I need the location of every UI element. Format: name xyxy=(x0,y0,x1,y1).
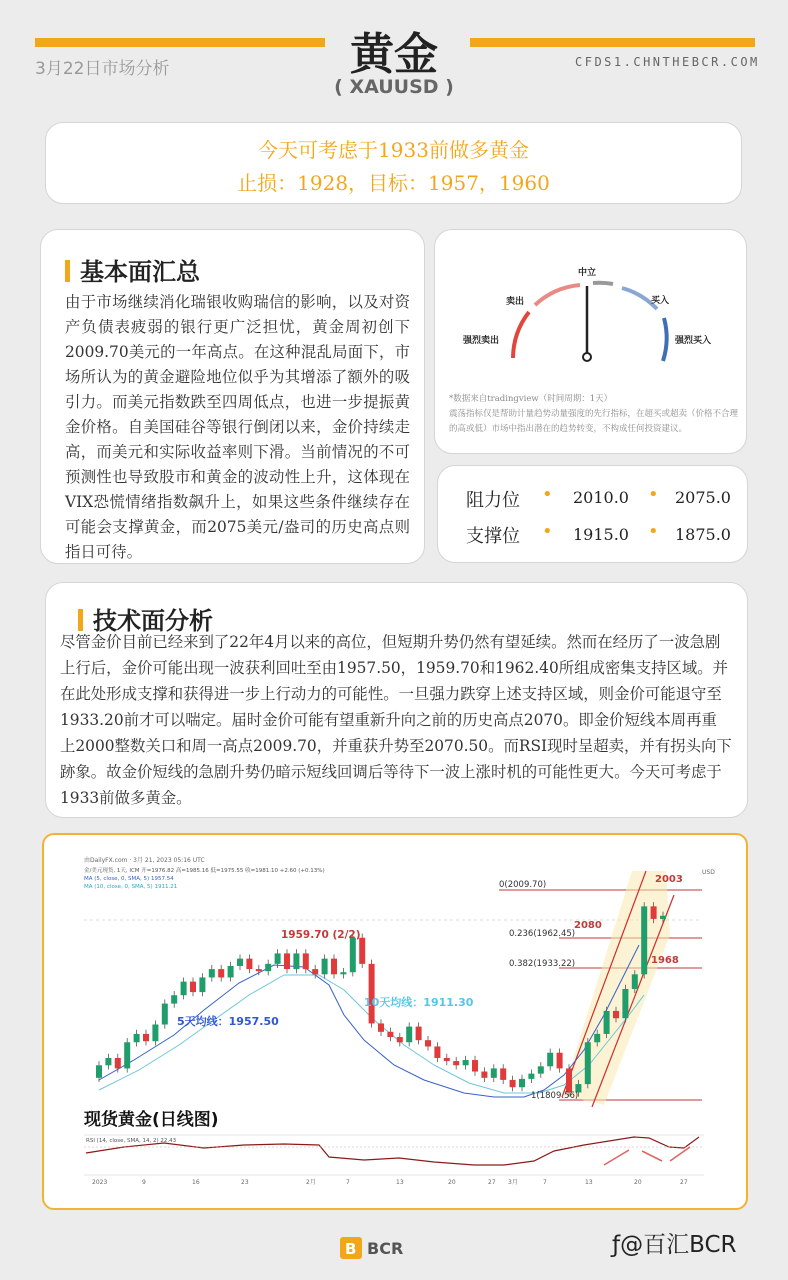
bullet-dot: • xyxy=(542,484,553,505)
chart-legend-ma10: MA (10, close, 0, SMA, 5) 1911.21 xyxy=(84,884,178,890)
candle-body xyxy=(538,1066,544,1073)
candle-body xyxy=(434,1046,440,1058)
annotation-fib-236: 0.236(1962.45) xyxy=(509,929,576,939)
annotation-ma10: 10天均线：1911.30 xyxy=(364,996,474,1009)
annotation-fib-1: 1(1809.56) xyxy=(531,1091,579,1101)
x-tick-label: 9 xyxy=(142,1179,146,1186)
bullet-dot: • xyxy=(542,521,553,542)
svg-text:B: B xyxy=(345,1240,357,1258)
candle-body xyxy=(444,1058,450,1061)
candle-body xyxy=(425,1040,431,1046)
x-tick-label: 27 xyxy=(488,1179,496,1186)
candle-body xyxy=(303,953,309,969)
candle-body xyxy=(96,1065,102,1078)
x-tick-label: 2023 xyxy=(92,1179,108,1186)
candle-body xyxy=(641,906,647,974)
candle-body xyxy=(312,969,318,974)
gauge-note-source: *数据来自tradingview（时间周期：1天） xyxy=(449,394,613,404)
candle-body xyxy=(322,959,328,975)
x-tick-label: 13 xyxy=(396,1179,404,1186)
sentiment-gauge xyxy=(435,230,748,390)
x-tick-label: 27 xyxy=(680,1179,688,1186)
candle-body xyxy=(284,953,290,969)
site-url[interactable]: CFDS1.CHNTHEBCR.COM xyxy=(575,55,760,69)
recommendation-line-1: 今天可考虑于1933前做多黄金 xyxy=(258,138,529,162)
x-tick-label: 7 xyxy=(543,1179,547,1186)
candle-body xyxy=(359,938,365,964)
heading-marker xyxy=(65,260,70,282)
candle-body xyxy=(152,1025,158,1042)
gauge-label-strong-sell: 强烈卖出 xyxy=(462,336,500,346)
candle-body xyxy=(453,1061,459,1065)
currency-label: USD xyxy=(702,869,715,876)
bcr-logo xyxy=(340,1234,450,1268)
candle-body xyxy=(350,938,356,973)
chart-source: 由DailyFX.com · 3月 21, 2023 05:16 UTC xyxy=(84,857,205,864)
candle-body xyxy=(510,1080,516,1087)
candle-body xyxy=(228,966,234,978)
resistance-value-1: 2010.0 xyxy=(573,488,629,507)
heading-marker xyxy=(78,609,83,631)
candle-body xyxy=(491,1068,497,1077)
date-label: 3月22日市场分析 xyxy=(35,59,170,79)
fundamental-card xyxy=(40,229,425,564)
gauge-pivot xyxy=(583,353,591,361)
chart-legend-ma5: MA (5, close, 0, SMA, 5) 1957.54 xyxy=(84,876,174,882)
candle-body xyxy=(124,1042,130,1068)
resistance-value-2: 2075.0 xyxy=(675,488,731,507)
svg-text:BCR: BCR xyxy=(367,1239,404,1258)
candle-body xyxy=(547,1053,553,1067)
candle-body xyxy=(237,959,243,966)
candle-body xyxy=(331,959,337,975)
candle-body xyxy=(472,1060,478,1072)
page-subtitle: ( XAUUSD ) xyxy=(334,76,454,98)
gauge-arc-strong-sell xyxy=(513,312,529,358)
gauge-arc-sell xyxy=(535,285,580,305)
candle-body xyxy=(162,1004,168,1025)
annotation-2080: 2080 xyxy=(574,920,602,931)
candle-body xyxy=(256,969,262,971)
support-label: 支撑位 xyxy=(466,526,520,547)
candle-body xyxy=(632,974,638,989)
candle-body xyxy=(275,953,281,963)
weibo-icon: ƒ xyxy=(612,1232,621,1258)
candle-body xyxy=(105,1058,111,1065)
candle-body xyxy=(293,953,299,969)
candle-body xyxy=(387,1032,393,1037)
gauge-note xyxy=(449,392,739,437)
bullet-dot: • xyxy=(648,521,659,542)
annotation-fib-0: 0(2009.70) xyxy=(499,880,547,890)
x-tick-label: 20 xyxy=(448,1179,456,1186)
annotation-ma5: 5天均线：1957.50 xyxy=(177,1015,279,1028)
recommendation-line-2: 止损：1928，目标：1957，1960 xyxy=(237,171,550,195)
gauge-label-neutral: 中立 xyxy=(577,268,597,278)
candle-body xyxy=(265,964,271,971)
candle-body xyxy=(397,1037,403,1042)
rsi-label: RSI (14, close, SMA, 14, 2) 22.43 xyxy=(86,1138,177,1144)
candle-body xyxy=(143,1034,149,1041)
levels-card xyxy=(437,465,748,563)
x-tick-label: 20 xyxy=(634,1179,642,1186)
gauge-label-sell: 卖出 xyxy=(505,297,525,307)
arrow-up-icon xyxy=(670,1147,690,1161)
watermark: ƒ@百汇BCR xyxy=(612,1232,737,1258)
page-title: 黄金 xyxy=(350,29,438,80)
candle-body xyxy=(199,977,205,992)
x-tick-label: 2月 xyxy=(306,1179,316,1186)
chart-legend-ohlc: 金/美元现货, 1天, ICM 开=1976.82 高=1985.16 低=1975.55 收=1981.10 +2.60 (+0.13%) xyxy=(84,868,325,874)
candle-body xyxy=(585,1042,591,1084)
candle-body xyxy=(209,969,215,977)
support-value-1: 1915.0 xyxy=(573,525,629,544)
recommendation-card xyxy=(45,122,742,204)
chart-title: 现货黄金(日线图) xyxy=(84,1110,219,1130)
fundamental-heading xyxy=(65,252,200,287)
candle-body xyxy=(528,1074,534,1079)
candle-body xyxy=(406,1027,412,1043)
x-axis-ticks xyxy=(92,1178,688,1186)
candle-body xyxy=(622,989,628,1018)
candle-body xyxy=(519,1079,525,1087)
x-tick-label: 16 xyxy=(192,1179,200,1186)
candle-body xyxy=(463,1060,469,1065)
annotation-fib-382: 0.382(1933.22) xyxy=(509,959,576,969)
candle-body xyxy=(340,972,346,974)
annotation-1968: 1968 xyxy=(651,955,679,966)
sentiment-gauge-card xyxy=(434,229,747,454)
candle-body xyxy=(416,1027,422,1041)
arrow-up-icon xyxy=(604,1150,629,1165)
support-value-2: 1875.0 xyxy=(675,525,731,544)
resistance-label: 阻力位 xyxy=(466,490,520,511)
gauge-note-disclaimer: 震荡指标仅是帮助计量趋势动量强度的先行指标，在超买或超卖（价格不合理的高或低）市场中指出潜在的趋势转变，不构成任何投资建议。 xyxy=(449,409,739,434)
gauge-arc-strong-buy xyxy=(663,318,667,361)
technical-card xyxy=(45,582,748,818)
candle-body xyxy=(134,1034,140,1042)
arrow-down-icon xyxy=(642,1151,662,1161)
candle-body xyxy=(613,1011,619,1018)
x-tick-label: 7 xyxy=(346,1179,350,1186)
technical-heading-text: 技术面分析 xyxy=(93,607,213,635)
chart-card xyxy=(42,833,748,1210)
candle-body xyxy=(566,1068,572,1092)
technical-text: 尽管金价目前已经来到了22年4月以来的高位，但短期升势仍然有望延续。然而在经历了一波急剧上行后，金价可能出现一波获利回吐至由1957.50，1959.70和1962.40所组成密集支持区域。并在此处形成支撑和获得进一步上行动力的可能性。一旦强力跌穿上述支持区域，则金价可能退守至1933.20前才可以喘定。届时金价可能有望重新升向之前的历史高点2070。即金价短线本周再重上2000整数关口和周一高点2009.70，并重获升势至2070.50。而RSI现时呈超卖，并有拐头向下跡象。故金价短线的急剧升势仍暗示短线回调后等待下一波上涨时机的可能性更大。今天可考虑于1933前做多黄金。 xyxy=(60,633,732,807)
fundamental-text: 由于市场继续消化瑞银收购瑞信的影响，以及对资产负债表疲弱的银行更广泛担忧，黄金周初创下2009.70美元的一年高点。在这种混乱局面下，市场所认为的黄金避险地位似乎为其增添了额外的吸引力。而美元指数跌至四周低点，也进一步提振黄金价格。自美国硅谷等银行倒闭以来，金价持续走高，而美元和实际收益率则下滑。当前情况的不可预测性也导致股市和黄金的波动性上升，这体现在VIX恐慌情绪指数飙升上，如果这些条件继续存在可能会支撑黄金，而2075美元/盎司的历史高点则指日可待。 xyxy=(65,293,410,561)
price-chart xyxy=(44,835,745,1207)
candle-body xyxy=(190,982,196,992)
fundamental-heading-text: 基本面汇总 xyxy=(80,258,200,286)
rsi-line xyxy=(86,1137,699,1165)
gauge-arc-neutral xyxy=(593,283,613,284)
bullet-dot: • xyxy=(648,484,659,505)
candle-body xyxy=(246,959,252,969)
candle-body xyxy=(218,969,224,977)
annotation-peak: 1959.70 (2/2) xyxy=(281,929,361,941)
candle-body xyxy=(500,1068,506,1080)
gauge-label-strong-buy: 强烈买入 xyxy=(674,336,712,346)
candle-body xyxy=(181,982,187,996)
candle-body xyxy=(171,995,177,1003)
candle-body xyxy=(594,1034,600,1042)
candle-body xyxy=(651,906,657,919)
candle-body xyxy=(115,1058,121,1068)
candle-body xyxy=(604,1011,610,1034)
x-tick-label: 3月 xyxy=(508,1179,518,1186)
candle-body xyxy=(660,916,666,919)
annotation-2003: 2003 xyxy=(655,874,683,885)
x-tick-label: 23 xyxy=(241,1179,249,1186)
x-tick-label: 13 xyxy=(585,1179,593,1186)
candle-body xyxy=(557,1053,563,1069)
candle-body xyxy=(481,1072,487,1078)
gauge-label-buy: 买入 xyxy=(650,296,670,306)
candle-body xyxy=(369,964,375,1024)
candle-body xyxy=(378,1023,384,1031)
